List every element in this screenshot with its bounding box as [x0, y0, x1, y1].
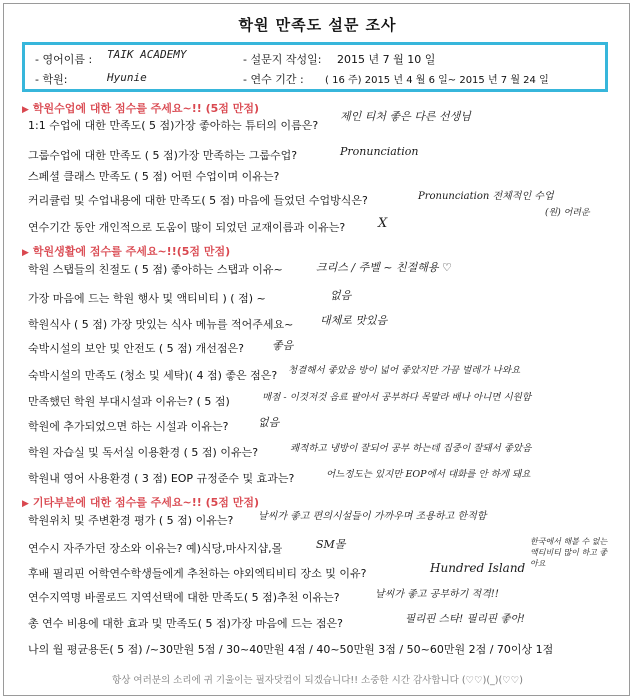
answer-cost: 필리핀 스타! 필리핀 좋아!	[405, 613, 525, 625]
english-name-value: TAIK ACADEMY	[107, 48, 187, 61]
answer-curriculum: Pronunciation 전체적인 수업	[418, 191, 554, 202]
question-special-class: 스페셜 클래스 만족도 ( 5 점) 어떤 수업이며 이유는?	[28, 170, 280, 183]
triangle-icon: ▶	[22, 105, 29, 115]
question-meal: 학원식사 ( 5 점) 가장 맛있는 식사 메뉴를 적어주세요~	[28, 318, 294, 331]
page-title: 학원 만족도 설문 조사	[238, 16, 397, 34]
info-box	[22, 42, 608, 92]
academy-label: - 학원:	[35, 73, 68, 86]
answer-meal: 대체로 맛있음	[320, 314, 388, 327]
question-study-room: 학원 자습실 및 독서실 이용환경 ( 5 점) 이유는?	[28, 446, 259, 459]
question-cleaning: 숙박시설의 만족도 (청소 및 세탁)( 4 점) 좋은 점은?	[28, 369, 278, 382]
question-frequent-place: 연수시 자주가던 장소와 이유는? 예)식당,마사지샵,몰	[28, 542, 283, 555]
answer-frequent-place: SM몰	[316, 538, 346, 551]
answer-cleaning: 청결해서 좋았음 방이 넓어 좋았지만 가끔 벌레가 나와요	[288, 365, 521, 376]
answer-study-room: 쾌적하고 냉방이 잘되어 공부 하는데 집중이 잘돼서 좋았음	[290, 443, 532, 454]
answer-activity-reason: 한국에서 해볼 수 없는 액티비티 많이 하고 좋아요	[530, 537, 608, 568]
question-allowance: 나의 월 평균용돈( 5 점) /~30만원 5점 / 30~40만원 4점 / 40~50만원 3점 / 50~60만원 2점 / 70이상 1점	[28, 643, 554, 656]
section-heading-academy-life: ▶ 학원생활에 점수를 주세요~!!(5점 만점)	[22, 245, 231, 258]
question-tutor: 1:1 수업에 대한 만족도( 5 점)가장 좋아하는 튜터의 이름은?	[28, 119, 319, 132]
section-heading-classes: ▶ 학원수업에 대한 점수를 주세요~!! (5점 만점)	[22, 102, 260, 115]
answer-location: 날씨가 좋고 편의시설들이 가까우며 조용하고 한적함	[258, 511, 487, 522]
answer-curriculum-note: (원) 어려운	[545, 208, 590, 218]
period-label: - 연수 기간 :	[243, 73, 304, 86]
question-staff: 학원 스탭들의 친절도 ( 5 점) 좋아하는 스탭과 이유~	[28, 263, 283, 276]
question-security: 숙박시설의 보안 및 안전도 ( 5 점) 개선점은?	[28, 342, 244, 355]
answer-event: 없음	[330, 289, 352, 302]
question-activity: 후배 필리핀 어학연수학생들에게 추천하는 야외엑티비티 장소 및 이유?	[28, 567, 367, 580]
survey-date-value: 2015 년 7 월 10 일	[337, 53, 436, 66]
question-location: 학원위치 및 주변환경 평가 ( 5 점) 이유는?	[28, 514, 234, 527]
answer-facility: 매점 - 이것저것 음료 팔아서 공부하다 목말라 배나 아니면 시원함	[262, 392, 531, 403]
footer-message: 항상 여러분의 소리에 귀 기울이는 필자닷컴이 되겠습니다!! 소중한 시간 감사합니다 (♡♡)(_)(♡♡)	[112, 675, 523, 686]
academy-value: Hyunie	[107, 71, 147, 84]
section-heading-other: ▶ 기타부분에 대한 점수를 주세요~!! (5점 만점)	[22, 496, 260, 509]
question-region: 연수지역명 바콜로드 지역선택에 대한 만족도( 5 점)추천 이유는?	[28, 591, 340, 604]
triangle-icon: ▶	[22, 248, 29, 258]
answer-activity: Hundred Island	[430, 561, 526, 575]
answer-staff: 크리스 / 주벨 ~ 친절해용 ♡	[316, 261, 452, 274]
answer-textbook: X	[378, 216, 388, 231]
answer-security: 좋음	[272, 339, 294, 352]
answer-tutor: 제인 티처 좋은 다른 선생님	[340, 110, 471, 123]
answer-english-environment: 어느정도는 있지만 EOP에서 대화를 안 하게 돼요	[326, 469, 531, 480]
english-name-label: - 영어이름 :	[35, 53, 93, 66]
question-textbook: 연수기간 동안 개인적으로 도움이 많이 되었던 교재이름과 이유는?	[28, 221, 346, 234]
triangle-icon: ▶	[22, 499, 29, 509]
question-event: 가장 마음에 드는 학원 행사 및 액티비티 ) ( 점) ~	[28, 292, 266, 305]
question-group-class: 그룹수업에 대한 만족도 ( 5 점)가장 만족하는 그룹수업?	[28, 149, 298, 162]
answer-group-class: Pronunciation	[340, 145, 419, 158]
question-facility: 만족했던 학원 부대시설과 이유는? ( 5 점)	[28, 395, 230, 408]
period-value: ( 16 주) 2015 년 4 월 6 일~ 2015 년 7 월 24 일	[325, 75, 549, 86]
answer-region: 날씨가 좋고 공부하기 적격!!	[375, 589, 499, 600]
survey-date-label: - 설문지 작성일:	[243, 53, 322, 66]
answer-new-facility: 없음	[258, 416, 280, 429]
question-new-facility: 학원에 추가되었으면 하는 시설과 이유는?	[28, 420, 229, 433]
question-english-environment: 학원내 영어 사용환경 ( 3 점) EOP 규정준수 및 효과는?	[28, 472, 295, 485]
question-curriculum: 커리큘럼 및 수업내용에 대한 만족도( 5 점) 마음에 들었던 수업방식은?	[28, 194, 368, 207]
question-cost: 총 연수 비용에 대한 효과 및 만족도( 5 점)가장 마음에 드는 점은?	[28, 617, 343, 630]
